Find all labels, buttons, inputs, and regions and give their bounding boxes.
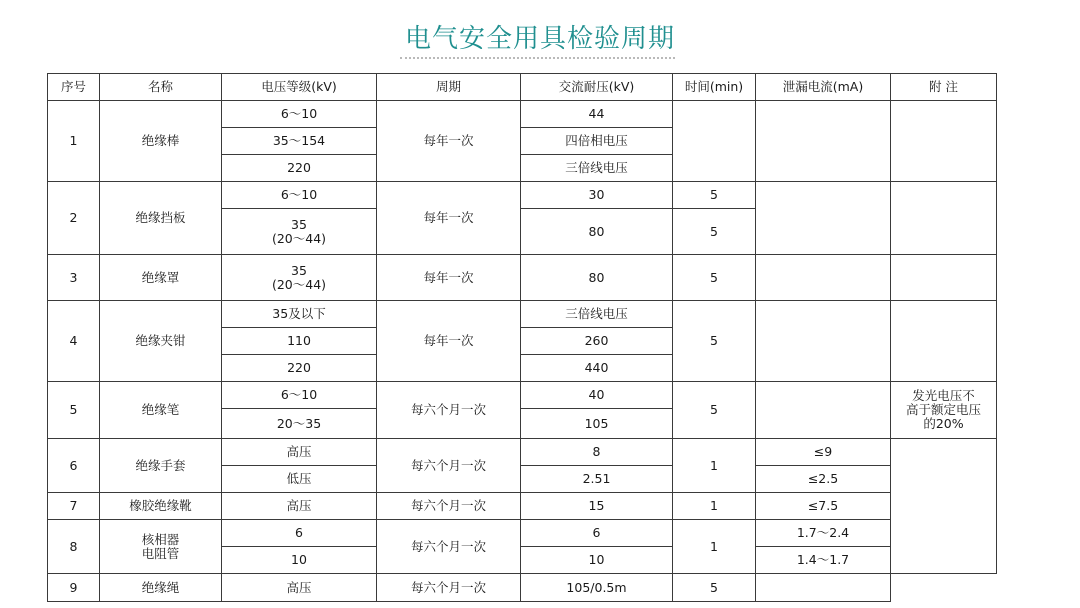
- cell-no: 4: [48, 301, 100, 382]
- inspection-table: [47, 73, 997, 602]
- table-row: [48, 301, 997, 328]
- cell-no: 7: [48, 493, 100, 520]
- cell-voltage: 高压: [222, 574, 377, 602]
- cell-no: 8: [48, 520, 100, 574]
- cell-period: 每年一次: [377, 301, 521, 382]
- cell-period: 每六个月一次: [377, 493, 521, 520]
- cell-withstand: 15: [521, 493, 673, 520]
- cell-withstand: 44: [521, 101, 673, 128]
- cell-voltage: 35～154: [222, 128, 377, 155]
- cell-leak: [756, 574, 891, 602]
- cell-leak: [756, 101, 891, 182]
- name-line: 电阻管: [141, 545, 180, 561]
- cell-leak: [756, 301, 891, 382]
- cell-withstand: 四倍相电压: [521, 128, 673, 155]
- header-cell-period: 周期: [377, 74, 521, 101]
- cell-time: 5: [673, 255, 756, 301]
- cell-time: 1: [673, 520, 756, 574]
- cell-note: [891, 439, 997, 574]
- voltage-line: 35: [291, 216, 307, 232]
- table-row: [48, 520, 997, 547]
- cell-name: 绝缘棒: [100, 101, 222, 182]
- cell-withstand: 三倍线电压: [521, 155, 673, 182]
- cell-voltage: 20～35: [222, 409, 377, 439]
- header-cell-time: 时间(min): [673, 74, 756, 101]
- cell-voltage: 6～10: [222, 382, 377, 409]
- cell-withstand: 10: [521, 547, 673, 574]
- cell-leak: ≤2.5: [756, 466, 891, 493]
- cell-time: 1: [673, 439, 756, 493]
- cell-leak: [756, 382, 891, 439]
- cell-time: [673, 101, 756, 182]
- cell-voltage: 220: [222, 155, 377, 182]
- cell-name: 绝缘挡板: [100, 182, 222, 255]
- cell-voltage: 高压: [222, 439, 377, 466]
- cell-voltage: [222, 209, 377, 255]
- cell-voltage: 6: [222, 520, 377, 547]
- cell-period: 每六个月一次: [377, 439, 521, 493]
- table-row: [48, 439, 997, 466]
- cell-name: 绝缘绳: [100, 574, 222, 602]
- cell-time: 5: [673, 301, 756, 382]
- cell-withstand: 2.51: [521, 466, 673, 493]
- table-row: [48, 574, 997, 602]
- cell-period: 每六个月一次: [377, 574, 521, 602]
- cell-note: [891, 255, 997, 301]
- cell-note: [891, 101, 997, 182]
- voltage-range-line: (20～44): [271, 230, 327, 246]
- cell-name: 橡胶绝缘靴: [100, 493, 222, 520]
- cell-name: [100, 520, 222, 574]
- cell-withstand: 30: [521, 182, 673, 209]
- cell-name: 绝缘笔: [100, 382, 222, 439]
- cell-withstand: 260: [521, 328, 673, 355]
- header-cell-leak: 泄漏电流(mA): [756, 74, 891, 101]
- voltage-line: 35: [291, 262, 307, 278]
- cell-time: 5: [673, 574, 756, 602]
- cell-no: 5: [48, 382, 100, 439]
- cell-withstand: 80: [521, 209, 673, 255]
- cell-leak: ≤9: [756, 439, 891, 466]
- header-cell-voltage: 电压等级(kV): [222, 74, 377, 101]
- cell-voltage: 35及以下: [222, 301, 377, 328]
- cell-withstand: 8: [521, 439, 673, 466]
- cell-voltage: 220: [222, 355, 377, 382]
- note-line: 高于额定电压: [905, 402, 981, 417]
- cell-withstand: 440: [521, 355, 673, 382]
- cell-withstand: 三倍线电压: [521, 301, 673, 328]
- cell-no: 2: [48, 182, 100, 255]
- cell-name: 绝缘罩: [100, 255, 222, 301]
- title-divider: [400, 57, 675, 59]
- page-title: 电气安全用具检验周期: [404, 24, 675, 54]
- cell-period: 每年一次: [377, 255, 521, 301]
- cell-voltage: 低压: [222, 466, 377, 493]
- cell-leak: ≤7.5: [756, 493, 891, 520]
- cell-voltage: [222, 255, 377, 301]
- cell-withstand: 80: [521, 255, 673, 301]
- cell-period: 每年一次: [377, 182, 521, 255]
- cell-time: 5: [673, 382, 756, 439]
- cell-note: [891, 301, 997, 382]
- table-row: [48, 382, 997, 409]
- cell-no: 9: [48, 574, 100, 602]
- cell-withstand: 105: [521, 409, 673, 439]
- header-cell-no: 序号: [48, 74, 100, 101]
- cell-withstand: 105/0.5m: [521, 574, 673, 602]
- table-row: [48, 255, 997, 301]
- cell-no: 6: [48, 439, 100, 493]
- table-row: [48, 182, 997, 209]
- cell-period: 每六个月一次: [377, 382, 521, 439]
- cell-name: 绝缘夹钳: [100, 301, 222, 382]
- cell-voltage: 高压: [222, 493, 377, 520]
- cell-leak: 1.4～1.7: [756, 547, 891, 574]
- header-cell-withstand: 交流耐压(kV): [521, 74, 673, 101]
- cell-no: 3: [48, 255, 100, 301]
- cell-leak: [756, 182, 891, 255]
- cell-voltage: 6～10: [222, 101, 377, 128]
- cell-leak: [756, 255, 891, 301]
- cell-note: [891, 382, 997, 439]
- name-line: 核相器: [141, 531, 180, 547]
- table-header-row: [48, 74, 997, 101]
- table-row: [48, 493, 997, 520]
- note-line: 发光电压不: [912, 388, 975, 403]
- cell-voltage: 110: [222, 328, 377, 355]
- note-line: 的20%: [923, 416, 964, 431]
- cell-note: [891, 182, 997, 255]
- cell-withstand: 6: [521, 520, 673, 547]
- voltage-range-line: (20～44): [271, 276, 327, 292]
- cell-period: 每六个月一次: [377, 520, 521, 574]
- cell-time: 5: [673, 209, 756, 255]
- header-cell-name: 名称: [100, 74, 222, 101]
- cell-withstand: 40: [521, 382, 673, 409]
- cell-time: 5: [673, 182, 756, 209]
- cell-leak: 1.7～2.4: [756, 520, 891, 547]
- cell-name: 绝缘手套: [100, 439, 222, 493]
- cell-no: 1: [48, 101, 100, 182]
- cell-period: 每年一次: [377, 101, 521, 182]
- cell-voltage: 10: [222, 547, 377, 574]
- header-cell-note: 附 注: [891, 74, 997, 101]
- cell-time: 1: [673, 493, 756, 520]
- cell-voltage: 6～10: [222, 182, 377, 209]
- table-row: [48, 101, 997, 128]
